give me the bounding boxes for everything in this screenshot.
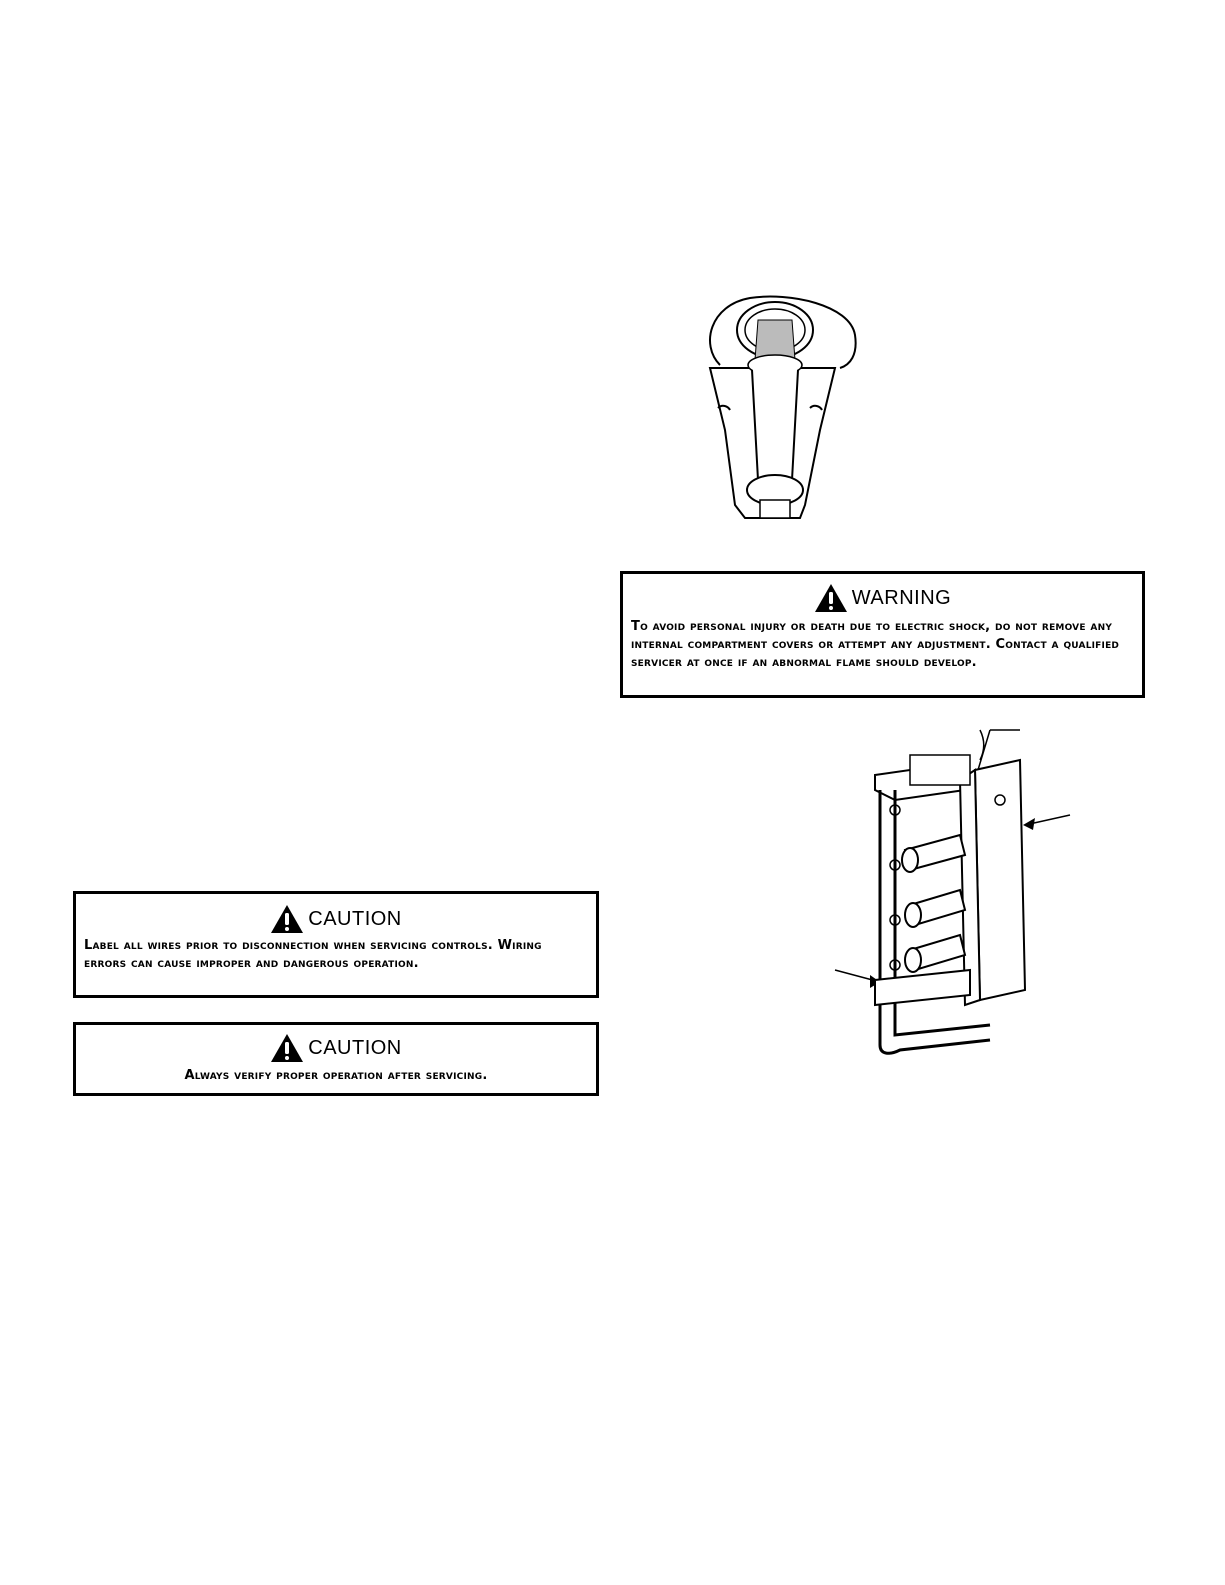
warning-title: WARNING bbox=[851, 586, 952, 609]
warning-box bbox=[620, 571, 1145, 698]
caution-box-wiring bbox=[73, 891, 599, 998]
caution-text: Label all wires prior to disconnection when servicing controls. Wiring errors can cause improper and dangerous operation. bbox=[84, 938, 542, 971]
caution-title: CAUTION bbox=[308, 1036, 402, 1059]
caution-text: Always verify proper operation after servicing. bbox=[184, 1068, 488, 1083]
caution-title: CAUTION bbox=[308, 907, 402, 930]
warning-header bbox=[623, 584, 1142, 612]
warning-text: To avoid personal injury or death due to electric shock, do not remove any internal compartment covers or attempt any adjustment. Contact a qualified servicer at once if an abnormal flame should develop. bbox=[631, 619, 1120, 670]
exclamation-triangle-icon bbox=[814, 583, 848, 613]
caution-box-verify bbox=[73, 1022, 599, 1096]
caution-header bbox=[76, 1035, 596, 1061]
manifold-assembly-illustration bbox=[825, 720, 1075, 1065]
exclamation-triangle-icon bbox=[270, 904, 304, 934]
exclamation-triangle-icon bbox=[270, 1033, 304, 1063]
burner-illustration bbox=[700, 290, 860, 535]
caution-header bbox=[76, 906, 596, 932]
